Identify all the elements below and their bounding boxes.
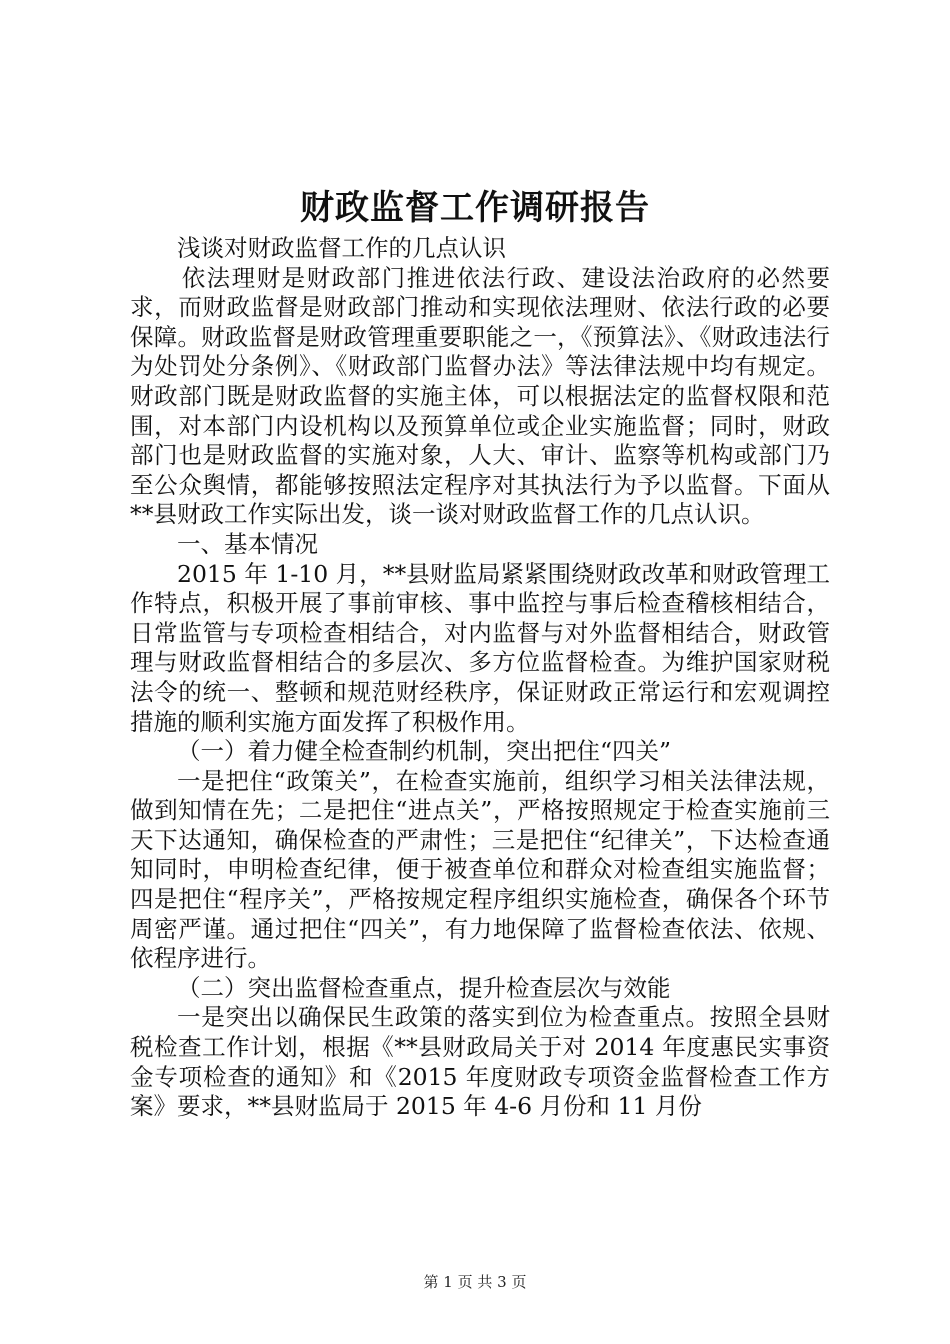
body-paragraph: 一是把住“政策关”，在检查实施前，组织学习相关法律法规，做到知情在先；二是把住“进点关”，严格按照规定于检查实施前三天下达通知，确保检查的严肃性；三是把住“纪律关”，下达检查通知同时，申明检查纪律，便于被查单位和群众对检查组实施监督；四是把住“程序关”，严格按规定程序组织实施检查，确保各个环节周密严谨。通过把住“四关”，有力地保障了监督检查依法、依规、依程序进行。 [130, 766, 830, 973]
page-footer: 第 1 页 共 3 页 [423, 1273, 527, 1291]
subsection-heading: （二）突出监督检查重点，提升检查层次与效能 [177, 973, 671, 1002]
body-paragraph: 依法理财是财政部门推进依法行政、建设法治政府的必然要求，而财政监督是财政部门推动和实现依法理财、依法行政的必要保障。财政监督是财政管理重要职能之一，《预算法》、《财政违法行为处罚处分条例》、《财政部门监督办法》等法律法规中均有规定。财政部门既是财政监督的实施主体，可以根据法定的监督权限和范围，对本部门内设机构以及预算单位或企业实施监督；同时，财政部门也是财政监督的实施对象，人大、审计、监察等机构或部门乃至公众舆情，都能够按照法定程序对其执法行为予以监督。下面从**县财政工作实际出发，谈一谈对财政监督工作的几点认识。 [130, 263, 830, 529]
document-body [130, 234, 830, 1122]
body-paragraph: 一是突出以确保民生政策的落实到位为检查重点。按照全县财税检查工作计划，根据《**县财政局关于对 2014 年度惠民实事资金专项检查的通知》和《2015 年度财政专项资金监督检查工作方案》要求，**县财监局于 2015 年 4-6 月份和 11 月份 [130, 1003, 830, 1121]
subsection-heading: （一）着力健全检查制约机制，突出把住“四关” [177, 737, 672, 766]
section-heading: 一、基本情况 [177, 529, 318, 558]
body-paragraph: 2015 年 1-10 月，**县财监局紧紧围绕财政改革和财政管理工作特点，积极开展了事前审核、事中监控与事后检查稽核相结合，日常监管与专项检查相结合，对内监督与对外监督相结合，财政管理与财政监督相结合的多层次、多方位监督检查。为维护国家财税法令的统一、整顿和规范财经秩序，保证财政正常运行和宏观调控措施的顺利实施方面发挥了积极作用。 [130, 559, 830, 736]
document-title: 财政监督工作调研报告 [300, 188, 650, 228]
subtitle-paragraph: 浅谈对财政监督工作的几点认识 [177, 234, 506, 262]
